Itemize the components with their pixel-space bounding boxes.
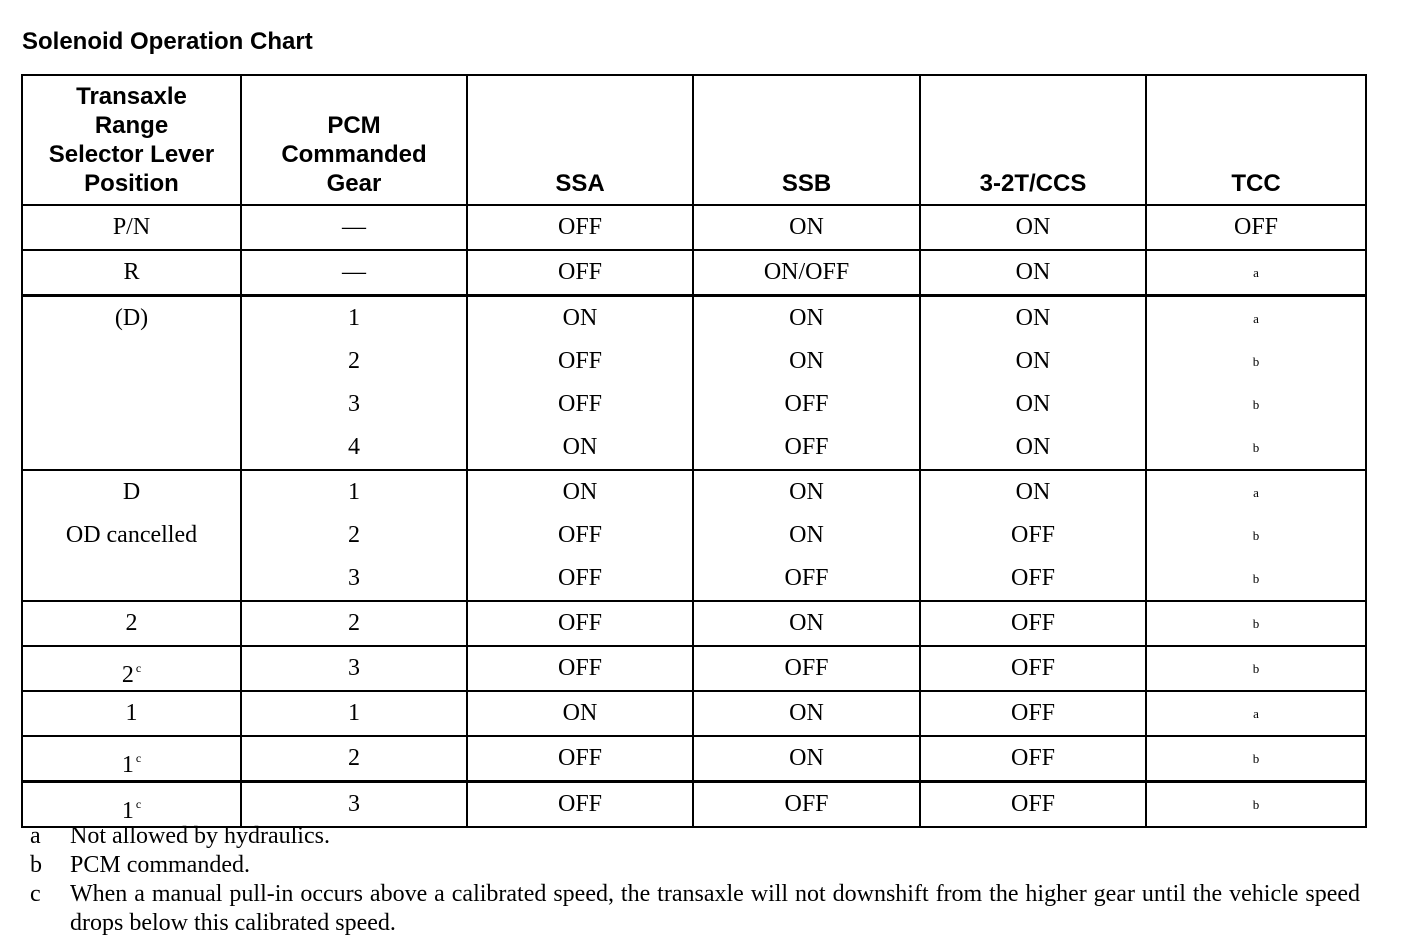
tcc-footnote-ref: b [1252, 354, 1260, 369]
gear-value: 3 [348, 565, 360, 591]
ssb-value: ON [789, 214, 824, 240]
gear-value: 1 [348, 479, 360, 505]
gear-value: 3 [348, 391, 360, 417]
ssa-cell [467, 470, 693, 601]
ssb-value: ON [789, 348, 824, 374]
footnote-item [30, 880, 1360, 938]
table-row [22, 296, 1366, 471]
position-text: 2 [125, 610, 138, 636]
ssb-value: OFF [784, 791, 829, 817]
ssb-value: ON/OFF [763, 259, 850, 285]
ccs-cell [920, 470, 1146, 601]
position-cell [22, 736, 241, 782]
tcc-cell [1146, 736, 1366, 782]
tcc-cell [1146, 691, 1366, 736]
ssb-cell [693, 782, 920, 828]
tcc-value [1147, 383, 1365, 426]
position-footnote-ref: c [135, 751, 142, 765]
ssb-cell [693, 601, 920, 646]
gear-value: 2 [348, 745, 360, 771]
header-tcc [1146, 75, 1366, 205]
ssa-value: OFF [557, 655, 603, 681]
tcc-cell [1146, 601, 1366, 646]
header-line: 3-2T/CCS [979, 170, 1087, 197]
tcc-footnote-ref: a [1253, 706, 1259, 721]
ccs-value: OFF [1010, 565, 1056, 591]
position-value [23, 692, 240, 735]
tcc-value [1147, 297, 1365, 340]
position-cell [22, 470, 241, 601]
ssb-value: ON [789, 700, 824, 726]
ccs-value: ON [1015, 348, 1051, 374]
tcc-value [1147, 647, 1365, 690]
tcc-value [1147, 426, 1365, 469]
ccs-value: ON [1015, 259, 1051, 285]
footnote-key: a [30, 823, 41, 849]
gear-cell [241, 601, 467, 646]
ssb-cell [693, 646, 920, 691]
tcc-footnote-ref: b [1252, 616, 1260, 631]
ssa-value: OFF [557, 522, 603, 548]
ssb-value: OFF [784, 391, 829, 417]
gear-cell [241, 736, 467, 782]
ssb-cell [693, 250, 920, 296]
tcc-footnote-ref: b [1252, 440, 1260, 455]
header-line: Selector Lever [48, 141, 215, 168]
tcc-value [1147, 340, 1365, 383]
tcc-footnote-ref: a [1253, 311, 1259, 326]
footnotes [30, 822, 1360, 938]
tcc-value [1147, 514, 1365, 557]
position-cell [22, 646, 241, 691]
ccs-value: OFF [1010, 610, 1056, 636]
ssa-value: ON [562, 700, 598, 726]
position-cell [22, 601, 241, 646]
ssa-value: ON [562, 434, 598, 460]
header-line: TCC [1231, 170, 1281, 197]
gear-cell [241, 646, 467, 691]
position-value [23, 737, 240, 780]
ssa-value: OFF [557, 745, 603, 771]
position-footnote-ref: c [135, 661, 142, 675]
tcc-value [1147, 692, 1365, 735]
position-value [23, 471, 240, 514]
position-cell [22, 782, 241, 828]
position-value [23, 206, 240, 249]
footnote-key: b [30, 852, 42, 878]
position-value [23, 783, 240, 826]
table-row [22, 782, 1366, 828]
ssb-value: ON [789, 305, 824, 331]
header-line: SSA [555, 170, 605, 197]
solenoid-operation-table [21, 74, 1367, 828]
ssa-value: OFF [557, 348, 603, 374]
header-32t-ccs [920, 75, 1146, 205]
header-position [22, 75, 241, 205]
ccs-cell [920, 205, 1146, 250]
tcc-footnote-ref: b [1252, 397, 1260, 412]
gear-cell [241, 250, 467, 296]
header-line: PCM [327, 112, 381, 139]
tcc-cell [1146, 250, 1366, 296]
ssb-value: ON [789, 522, 824, 548]
ccs-value: ON [1015, 479, 1051, 505]
ssa-cell [467, 691, 693, 736]
tcc-value [1147, 471, 1365, 514]
position-text: 1 [125, 700, 138, 726]
tcc-footnote-ref: b [1252, 797, 1260, 812]
tcc-value [1147, 557, 1365, 600]
ccs-cell [920, 250, 1146, 296]
ccs-cell [920, 646, 1146, 691]
gear-value: — [342, 214, 366, 240]
header-line: Commanded [281, 141, 427, 168]
footnote-text: Not allowed by hydraulics. [70, 823, 330, 849]
ssb-value: OFF [784, 565, 829, 591]
header-row [22, 75, 1366, 205]
tcc-footnote-ref: b [1252, 528, 1260, 543]
table-row [22, 691, 1366, 736]
gear-value: 1 [348, 700, 360, 726]
tcc-cell [1146, 646, 1366, 691]
tcc-value: OFF [1233, 214, 1279, 240]
gear-value: 2 [348, 522, 360, 548]
ssb-value: OFF [784, 655, 829, 681]
position-text: D [122, 479, 141, 505]
gear-value: 1 [348, 305, 360, 331]
position-text: P/N [112, 214, 151, 240]
tcc-value [1147, 251, 1365, 294]
ssb-cell [693, 691, 920, 736]
footnote-key: c [30, 881, 41, 907]
position-text: 1 [121, 798, 134, 824]
ssa-value: OFF [557, 565, 603, 591]
ccs-cell [920, 782, 1146, 828]
table-row [22, 250, 1366, 296]
tcc-footnote-ref: a [1253, 265, 1259, 280]
ssb-cell [693, 296, 920, 471]
ccs-value: ON [1015, 214, 1051, 240]
gear-value: 3 [348, 655, 360, 681]
tcc-value [1147, 602, 1365, 645]
ccs-value: ON [1015, 434, 1051, 460]
ssb-cell [693, 736, 920, 782]
tcc-cell [1146, 782, 1366, 828]
header-line: Gear [326, 170, 382, 197]
footnote-text: When a manual pull-in occurs above a calibrated speed, the transaxle will not downshift from the higher gear until the vehicle speed drops below this calibrated speed. [70, 881, 1360, 936]
ccs-value: OFF [1010, 655, 1056, 681]
ssa-value: OFF [557, 391, 603, 417]
table-row [22, 601, 1366, 646]
ssa-cell [467, 782, 693, 828]
table-row [22, 205, 1366, 250]
tcc-cell [1146, 470, 1366, 601]
footnote-item [30, 822, 1360, 851]
header-line: Transaxle [76, 83, 187, 110]
tcc-footnote-ref: a [1253, 485, 1259, 500]
position-text: (D) [114, 305, 149, 331]
position-value [23, 602, 240, 645]
ssa-value: OFF [557, 214, 603, 240]
position-value [23, 251, 240, 294]
gear-cell [241, 205, 467, 250]
table-body [22, 205, 1366, 827]
position-cell [22, 296, 241, 471]
ssa-value: OFF [557, 791, 603, 817]
ccs-value: OFF [1010, 700, 1056, 726]
position-cell [22, 250, 241, 296]
ccs-value: OFF [1010, 745, 1056, 771]
ssa-value: OFF [557, 259, 603, 285]
ssa-value: OFF [557, 610, 603, 636]
ssa-cell [467, 250, 693, 296]
header-ssb [693, 75, 920, 205]
ssa-value: ON [562, 305, 598, 331]
position-text: OD cancelled [65, 522, 198, 548]
position-text: R [123, 259, 140, 285]
header-ssa [467, 75, 693, 205]
tcc-cell [1146, 296, 1366, 471]
header-line: Position [84, 170, 179, 197]
gear-value: — [342, 259, 366, 285]
position-value [23, 647, 240, 690]
header-line: Range [94, 112, 169, 139]
header-line: SSB [781, 170, 832, 197]
ssb-value: ON [789, 745, 824, 771]
position-footnote-ref: c [135, 797, 142, 811]
ssb-cell [693, 205, 920, 250]
position-text: 2 [121, 662, 134, 688]
ccs-value: OFF [1010, 791, 1056, 817]
tcc-value [1147, 737, 1365, 780]
ccs-cell [920, 601, 1146, 646]
tcc-footnote-ref: b [1252, 571, 1260, 586]
page-title: Solenoid Operation Chart [22, 28, 313, 55]
ssa-cell [467, 646, 693, 691]
table-row [22, 470, 1366, 601]
ccs-cell [920, 296, 1146, 471]
gear-value: 4 [348, 434, 360, 460]
ccs-value: ON [1015, 391, 1051, 417]
tcc-footnote-ref: b [1252, 661, 1260, 676]
tcc-footnote-ref: b [1252, 751, 1260, 766]
ssa-cell [467, 601, 693, 646]
gear-cell [241, 691, 467, 736]
gear-value: 3 [348, 791, 360, 817]
gear-value: 2 [348, 610, 360, 636]
ssa-cell [467, 736, 693, 782]
ssb-value: ON [789, 479, 824, 505]
tcc-value [1147, 783, 1365, 826]
ccs-value: ON [1015, 305, 1051, 331]
ccs-value: OFF [1010, 522, 1056, 548]
position-text: 1 [121, 752, 134, 778]
ssb-cell [693, 470, 920, 601]
ccs-cell [920, 736, 1146, 782]
ssa-cell [467, 296, 693, 471]
footnote-text: PCM commanded. [70, 852, 250, 878]
gear-value: 2 [348, 348, 360, 374]
ssb-value: ON [789, 610, 824, 636]
gear-cell [241, 782, 467, 828]
header-pcm-gear [241, 75, 467, 205]
ssa-value: ON [562, 479, 598, 505]
gear-cell [241, 470, 467, 601]
table-row [22, 646, 1366, 691]
position-value [23, 297, 240, 340]
tcc-cell [1146, 205, 1366, 250]
position-cell [22, 691, 241, 736]
footnote-item [30, 851, 1360, 880]
gear-cell [241, 296, 467, 471]
position-value [23, 514, 240, 557]
ssb-value: OFF [784, 434, 829, 460]
ccs-cell [920, 691, 1146, 736]
position-cell [22, 205, 241, 250]
table-row [22, 736, 1366, 782]
ssa-cell [467, 205, 693, 250]
